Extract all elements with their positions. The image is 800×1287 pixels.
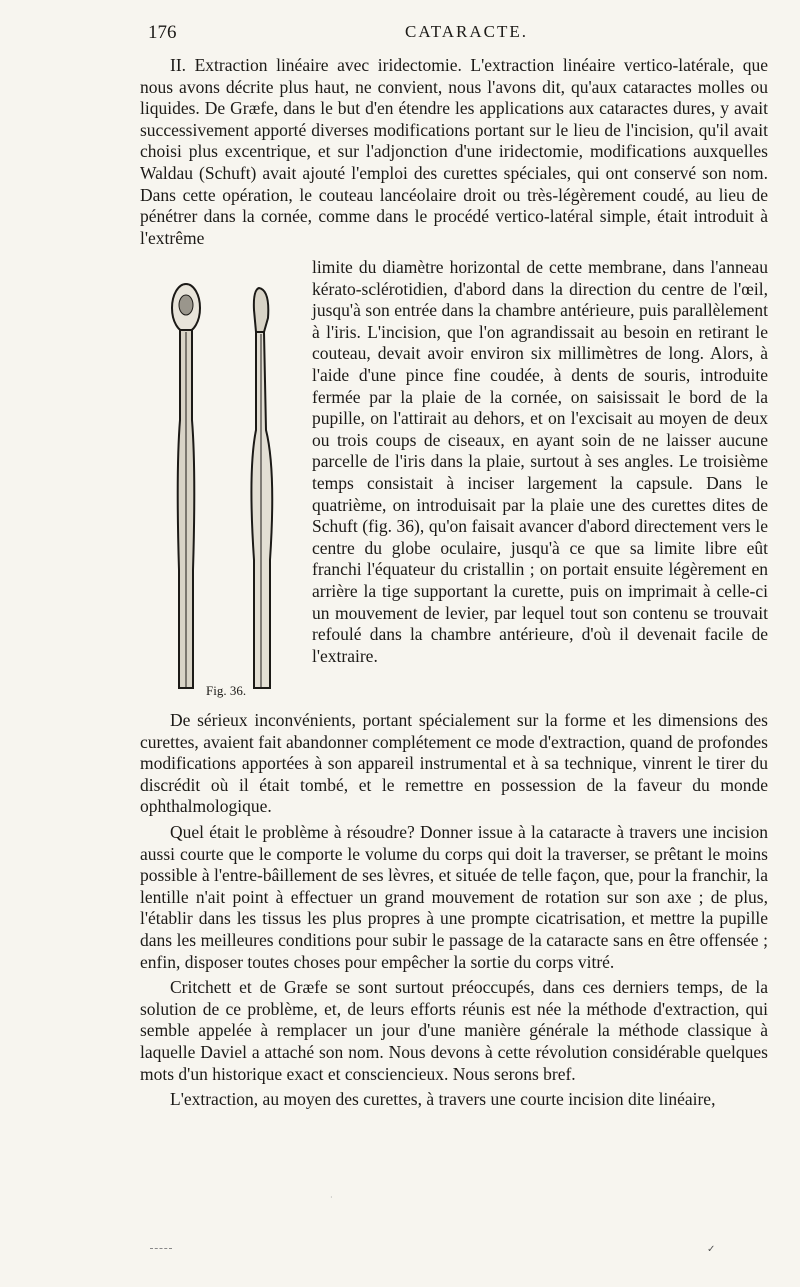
paragraph-text: II. Extraction linéaire avec iridectomie. L'extraction linéaire vertico-latérale, que nous avons décrite plus haut, ne convient, nous l'avons dit, qu'aux cataractes molles ou liquides. De Græfe, dans le but d'en étendre les applications aux cataractes dures, y avait successivement apporté diverses modifications portant sur le lieu de l'incision, qu'il avait choisi plus excentrique, et sur l'adjonction d'une iridectomie, modifications auxquelles Waldau (Schuft) avait ajouté l'emploi des curettes spéciales, qui ont conservé son nom. Dans cette opération, le couteau lancéolaire droit ou très-légèrement coudé, au lieu de pénétrer dans la cornée, comme dans le procédé vertico-latéral simple, était introduit à l'extrême (140, 55, 768, 248)
page-number: 176 (148, 22, 177, 43)
running-head: CATARACTE. (405, 22, 529, 41)
stray-print-dot: · (330, 1193, 333, 1202)
paragraph-probleme: Quel était le problème à résoudre? Donner issue à la cataracte à travers une incision aussi courte que le comporte le volume du corps qui doit la traverser, se prêtant le moins possible à l'entre-bâillement de ses lèvres, et située de telle façon, que, pour la franchir, la lentille n'ait point à effectuer un grand mouvement de rotation sur son axe ; de plus, l'établir dans les tissus les plus propres à une prompte cicatrisation, et mettre la pupille dans les meilleures conditions pour subir le passage de la cataracte sans en être offensée ; enfin, disposer toutes choses pour empêcher la sortie du corps vitré. (140, 821, 768, 972)
figure-caption: Fig. 36. (206, 683, 247, 698)
lower-paragraphs (140, 710, 768, 1115)
paragraph-continuation-wrapped (312, 257, 768, 667)
page-header (0, 22, 800, 48)
paragraph-critchett: Critchett et de Græfe se sont surtout préoccupés, dans ces derniers temps, de la solution de ce problème, et, de leurs efforts réunis est née la méthode d'extraction, qui semble appelée à remplacer un jour d'une manière générale la méthode classique à laquelle Daviel a attaché son nom. Nous devons à cette révolution considérable quelques mots d'un historique exact et consciencieux. Nous serons bref. (140, 977, 768, 1084)
paragraph-extraction-curettes: L'extraction, au moyen des curettes, à travers une courte incision dite linéaire, (170, 1089, 716, 1110)
paragraph-extraction-lineaire (140, 55, 768, 249)
paragraph-text: limite du diamètre horizontal de cette membrane, dans l'anneau kérato-sclérotidien, d'abord dans la direction du centre de l'œil, jusqu'à son entrée dans la chambre antérieure, puis parallèlement à l'iris. L'incision, que l'on agrandissait au besoin en retirant le couteau, devait avoir environ six millimètres de long. Alors, à l'aide d'une pince fine coudée, à dents de souris, introduite fermée par la plaie de la cornée, on saisissait le bord de la pupille, on l'attirait au dehors, et on l'excisait au moyen de deux ou trois coups de ciseaux, en ayant soin de ne laisser aucune parcelle de l'iris dans la plaie, surtout à ses angles. Le troisième temps consistait à inciser largement la capsule. Dans le quatrième, on introduisait par la plaie une des curettes dites de Schuft (fig. 36), qu'on faisait avancer d'abord directement vers le centre du globe oculaire, jusqu'à ce que sa limite libre eût franchi l'équateur du cristallin ; on portait ensuite légèrement en arrière la tige supportant la curette, puis on imprimait à celle-ci un mouvement de levier, par lequel tout son contenu se trouvait refoulé dans la chambre antérieure, d'où il devenait facile de l'extraire. (312, 257, 768, 666)
stray-print-tick: ✓ (707, 1244, 716, 1255)
curette-front-view (172, 284, 200, 688)
curette-side-view (251, 288, 272, 688)
curette-illustration (152, 270, 302, 700)
stray-print-mark (150, 1248, 172, 1250)
figure-curettes (152, 270, 302, 700)
paragraph-inconvenients: De sérieux inconvénients, portant spécialement sur la forme et les dimensions des curettes, avaient fait abandonner complétement ce mode d'extraction, quand de profondes modifications apportées à son appareil instrumental et à sa technique, vinrent le tirer du discrédit où il était tombé, et le remettre en possession de la faveur du monde ophthalmologique. (140, 710, 768, 817)
